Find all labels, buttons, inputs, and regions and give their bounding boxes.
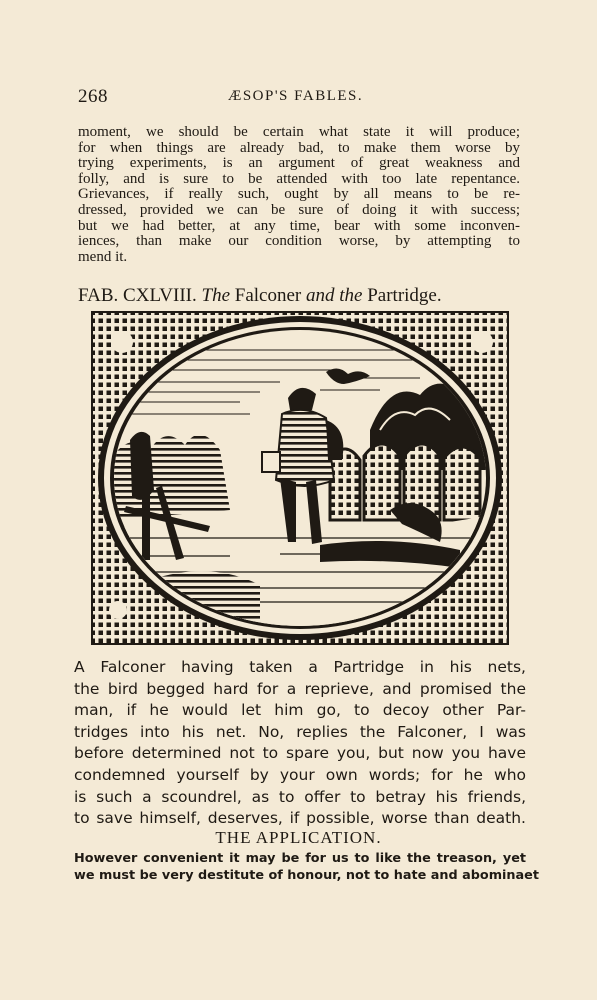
fable-number: FAB. CXLVIII. bbox=[78, 285, 197, 306]
fable-text bbox=[74, 657, 526, 830]
fable-line: before determined not to spare you, but now you have bbox=[74, 744, 526, 763]
fable-line: A Falconer having taken a Partridge in his nets, bbox=[74, 658, 526, 676]
application-line: we must be very destitute of honour, not to hate and abominaet bbox=[74, 868, 539, 883]
corner-hole bbox=[471, 331, 493, 353]
intro-line: but we had better, at any time, bear with some inconven- bbox=[78, 217, 520, 234]
fable-line: the bird begged hard for a reprieve, and promised the bbox=[74, 679, 526, 698]
intro-line: for when things are already bad, to make them worse by bbox=[78, 139, 520, 156]
application-heading: THE APPLICATION. bbox=[215, 828, 382, 847]
fable-title-partridge: Partridge. bbox=[367, 285, 442, 306]
fable-line: tridges into his net. No, replies the Falconer, I was bbox=[74, 722, 526, 741]
application-text bbox=[74, 850, 539, 884]
page-number: 268 bbox=[78, 86, 108, 107]
woodcut-illustration bbox=[90, 310, 510, 646]
application-line: However convenient it may be for us to like the treason, yet bbox=[74, 851, 526, 866]
intro-line: trying experiments, is an argument of great weakness and bbox=[78, 155, 520, 172]
intro-line: moment, we should be certain what state it will produce; bbox=[78, 124, 520, 140]
intro-line: folly, and is sure to be attended with too late repentance. bbox=[78, 170, 520, 187]
fable-title-falconer: Falconer bbox=[234, 285, 302, 306]
corner-hole bbox=[109, 601, 127, 619]
intro-line: iences, than make our condition worse, by attempting to bbox=[78, 233, 520, 250]
intro-line: mend it. bbox=[78, 248, 128, 265]
intro-paragraph bbox=[78, 125, 520, 265]
fable-title-and-the: and the bbox=[306, 285, 363, 306]
fable-title bbox=[78, 285, 524, 307]
running-head: ÆSOP'S FABLES. bbox=[228, 88, 364, 104]
intro-line: Grievances, if really such, ought by all means to be re- bbox=[78, 186, 520, 203]
page-header bbox=[78, 86, 524, 110]
fable-line: man, if he would let him go, to decoy other Par- bbox=[74, 701, 526, 720]
corner-hole bbox=[111, 331, 133, 353]
fable-title-the: The bbox=[201, 285, 231, 306]
fable-line: to save himself, deserves, if possible, worse than death. bbox=[74, 809, 526, 828]
intro-line: dressed, provided we can be sure of doing it with success; bbox=[78, 201, 520, 218]
fable-line: is such a scoundrel, as to offer to betray his friends, bbox=[74, 787, 526, 806]
fable-line: condemned yourself by your own words; for he who bbox=[74, 765, 526, 784]
